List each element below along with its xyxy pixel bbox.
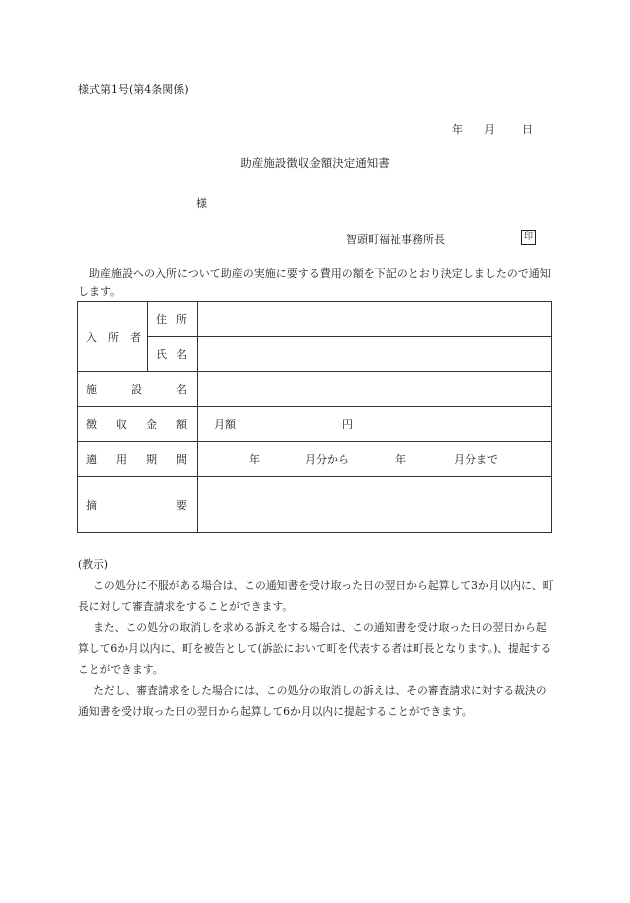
label-facility: 施 設 名 [78,372,198,407]
period-value: 年 月分から 年 月分まで [198,442,552,477]
facility-value [198,372,552,407]
label-nyushosha: 入 所 者 [78,302,148,372]
address-value [198,302,552,337]
instruction-paragraph: また、この処分の取消しを求める訴えをする場合は、この通知書を受け取った日の翌日から起算して6か月以内に、町を被告として(訴訟において町を代表する者は町長となります。)、提起することができます。 [78,621,552,676]
instructions [78,554,556,722]
issuer-name: 智頭町福祉事務所長 [346,233,445,246]
seal-mark: 印 [521,230,536,245]
label-name: 氏 名 [148,337,198,372]
amount-value [198,407,552,442]
intro-text: 助産施設への入所について助産の実施に要する費用の額を下記のとおり決定しましたので通知します。 [78,267,551,298]
instructions-heading: (教示) [78,558,109,571]
date-day: 日 [522,123,533,136]
amount-monthly: 月額 [214,418,236,431]
document-title: 助産施設徴収金額決定通知書 [240,156,390,170]
label-summary: 摘 要 [78,477,198,533]
instruction-paragraph: この処分に不服がある場合は、この通知書を受け取った日の翌日から起算して3か月以内に、町長に対して審査請求をすることができます。 [78,579,554,613]
instruction-paragraph: ただし、審査請求をした場合には、この処分の取消しの訴えは、その審査請求に対する裁決の通知書を受け取った日の翌日から起算して6か月以内に提起することができます。 [78,684,547,718]
name-value [198,337,552,372]
label-address: 住 所 [148,302,198,337]
date-year: 年 [452,123,463,136]
form-number: 様式第1号(第4条関係) [78,83,189,96]
intro-paragraph [78,265,556,301]
label-period: 適 用 期 間 [78,442,198,477]
summary-value [198,477,552,533]
amount-unit: 円 [342,418,353,431]
date-line [452,121,533,137]
recipient-honorific: 様 [196,197,207,210]
label-amount: 徴 収 金 額 [78,407,198,442]
notice-table [77,301,552,533]
date-month: 月 [484,123,495,136]
